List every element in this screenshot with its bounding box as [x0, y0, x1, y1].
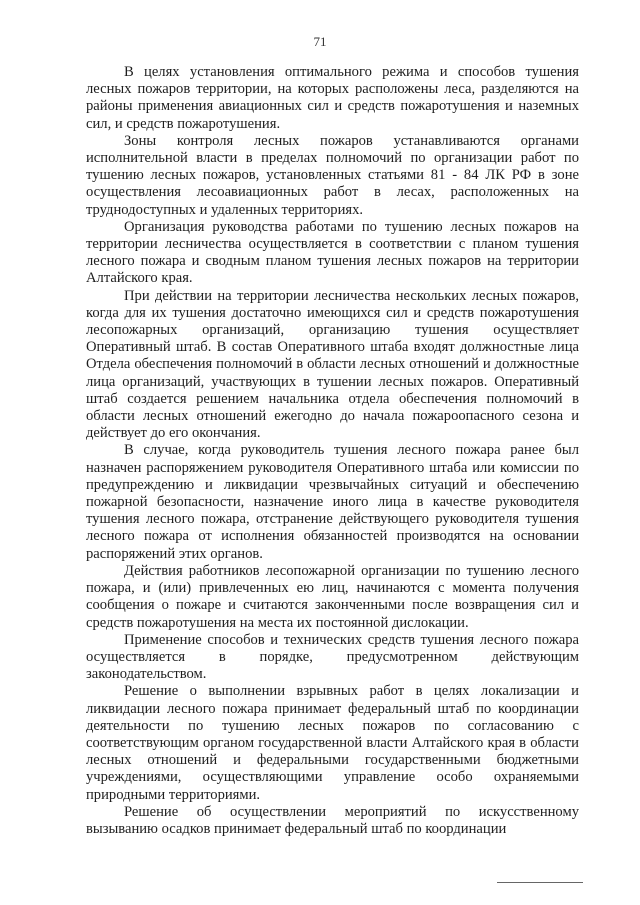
paragraph-7: Применение способов и технических средств тушения лесного пожара осуществляется в порядке, предусмотренном действующим законодательством.	[86, 631, 579, 683]
page-number: 71	[313, 34, 327, 49]
footer-divider	[497, 882, 583, 883]
paragraph-1: В целях установления оптимального режима и способов тушения лесных пожаров территории, на которых расположены леса, разделяются на районы применения авиационных сил и средств пожаротушения и наземных сил, и средств пожаротушения.	[86, 64, 579, 132]
body-text	[86, 64, 579, 838]
paragraph-2: Зоны контроля лесных пожаров устанавливаются органами исполнительной власти в пределах полномочий по организации работ по тушению лесных пожаров, установленных статьями 81 - 84 ЛК РФ в зоне осуществления лесоавиационных работ в лесах, расположенных на труднодоступных и удаленных территориях.	[86, 132, 579, 218]
paragraph-6: Действия работников лесопожарной организации по тушению лесного пожара, и (или) привлеченных ею лиц, начинаются с момента получения сообщения о пожаре и считаются законченными после возвращения сил и средств пожаротушения на места их постоянной дислокации.	[86, 562, 579, 631]
paragraph-8: Решение о выполнении взрывных работ в целях локализации и ликвидации лесного пожара принимает федеральный штаб по координации деятельности по тушению лесных пожаров по согласованию с соответствующим органом государственной власти Алтайского края в области лесных отношений и федеральными государственными бюджетными учреждениями, осуществляющими управление особо охраняемыми природными территориями.	[86, 683, 579, 803]
paragraph-4: При действии на территории лесничества нескольких лесных пожаров, когда для их тушения достаточно имеющихся сил и средств пожаротушения лесопожарных организаций, организацию тушения осуществляет Оперативный штаб. В состав Оперативного штаба входят должностные лица Отдела обеспечения полномочий в области лесных отношений и должностные лица организаций, участвующих в тушении лесных пожаров. Оперативный штаб создается решением начальника отдела обеспечения полномочий в области лесных отношений ежегодно до начала пожароопасного сезона и действует до его окончания.	[86, 287, 579, 442]
paragraph-3: Организация руководства работами по тушению лесных пожаров на территории лесничества осуществляется в соответствии с планом тушения лесного пожара и сводным планом тушения лесных пожаров на территории Алтайского края.	[86, 218, 579, 287]
paragraph-9: Решение об осуществлении мероприятий по искусственному вызыванию осадков принимает федеральный штаб по координации	[86, 803, 579, 837]
paragraph-5: В случае, когда руководитель тушения лесного пожара ранее был назначен распоряжением руководителя Оперативного штаба или комиссии по предупреждению и ликвидации чрезвычайных ситуаций и обеспечению пожарной безопасности, назначение иного лица в качестве руководителя тушения лесного пожара, отстранение действующего руководителя тушения лесного пожара от исполнения обязанностей производятся на основании распоряжений этих органов.	[86, 442, 579, 562]
